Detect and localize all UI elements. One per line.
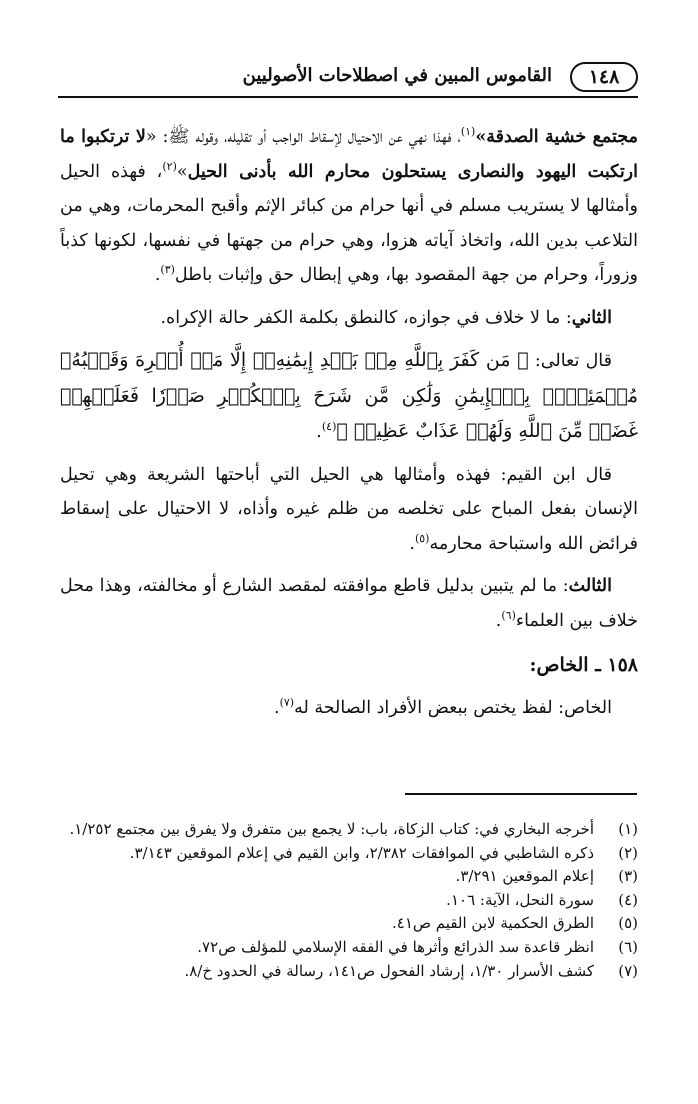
paragraph-5-end: .: [495, 610, 502, 631]
label-third: الثالث: [568, 576, 612, 596]
paragraph-2-text: : ما لا خلاف في جوازه، كالنطق بكلمة الكفر حالة الإكراه.: [160, 307, 572, 328]
main-text: [60, 120, 638, 725]
footnote-ref-7: (٧): [279, 695, 295, 709]
label-second: الثاني: [571, 307, 612, 328]
hadith-quote: لا ترتكبوا ما ارتكبت اليهود والنصارى يستحلون محارم الله بأدنى الحيل: [60, 127, 638, 182]
footnote-ref-3: (٣): [160, 263, 175, 277]
footnote-text: ذكره الشاطبي في الموافقات ٢/٣٨٢، وابن القيم في إعلام الموقعين ٣/١٤٣.: [129, 843, 594, 862]
footnote-divider: [405, 793, 637, 795]
footnote-ref-1: (١): [460, 125, 476, 139]
footnote-number: (٣): [618, 867, 638, 886]
running-title: القاموس المبين في اصطلاحات الأصوليين: [242, 65, 552, 86]
paragraph-1-text-a: ، فهذا نهي عن الاحتيال لإسقاط الواجب أو تقليله، وقوله ﷺ: «: [145, 127, 461, 147]
footnote-item: [60, 818, 638, 842]
paragraph-6-text: الخاص: لفظ يختص ببعض الأفراد الصالحة له: [294, 697, 612, 718]
paragraph-1-end: .: [154, 265, 161, 285]
footnote-number: (٢): [618, 843, 638, 862]
paragraph-5: [60, 569, 638, 638]
header-divider: [58, 96, 638, 98]
quran-verse: ﴿ مَن كَفَرَ بِٱللَّهِ مِنۢ بَعۡدِ إِيمَٰنِهِۦٓ إِلَّا مَنۡ أُكۡرِهَ وَقَلۡبُهُۥ مُطۡمَئِنُّۢ بِٱلۡإِيمَٰنِ وَلَٰكِن مَّن شَرَحَ بِٱلۡكُفۡرِ صَدۡرٗا فَعَلَيۡهِمۡ غَضَبٞ مِّنَ ٱللَّهِ وَلَهُمۡ عَذَابٌ عَظِيمٞ ﴾: [60, 349, 638, 442]
footnote-number: (٤): [618, 890, 638, 909]
paragraph-2: [60, 301, 638, 336]
paragraph-3: [60, 343, 638, 450]
footnote-number: (١): [618, 820, 638, 838]
paragraph-4-end: .: [409, 533, 415, 554]
footnote-ref-5: (٥): [414, 531, 430, 545]
footnote-text: إعلام الموقعين ٣/٢٩١.: [455, 867, 594, 886]
paragraph-3-end: .: [316, 422, 322, 442]
section-number: ١٥٨ ـ: [595, 654, 638, 676]
footnote-item: [60, 865, 638, 889]
footnote-item: [60, 936, 638, 960]
paragraph-1: [60, 120, 638, 293]
footnote-ref-4: (٤): [321, 420, 337, 434]
footnote-item: [60, 912, 638, 936]
footnote-number: (٧): [618, 961, 638, 980]
paragraph-6-end: .: [273, 697, 280, 718]
verse-intro: قال تعالى:: [528, 351, 612, 371]
paragraph-4-text: قال ابن القيم: فهذه وأمثالها هي الحيل التي أباحتها الشريعة وهي تحيل الإنسان بفعل المباح على تخلصه من ظلم غيره وأذاه، لا الاحتيال على إسقاط فرائض الله واستباحة محارمه: [60, 464, 638, 554]
paragraph-4: [60, 458, 638, 562]
paragraph-5-text: : ما لم يتبين بدليل قاطع موافقته لمقصد الشارع أو مخالفته، وهذا محل خلاف بين العلماء: [60, 576, 638, 631]
footnote-ref-6: (٦): [501, 608, 516, 622]
paragraph-1-text-c: ، فهذه الحيل وأمثالها لا يستريب مسلم في أنها حرام من كبائر الإثم وأقبح المحرمات، وهي من التلاعب بدين الله، واتخاذ آياته هزوا، وهي حرام من جهتها في نفسها، لكونها كذباً وزوراً، وحرام من جهة المقصود بها، وهي إبطال حق وإثبات باطل: [60, 161, 638, 285]
footnote-ref-2: (٢): [162, 159, 177, 173]
footnote-text: سورة النحل، الآية: ١٠٦.: [446, 890, 594, 909]
section-title: الخاص:: [529, 654, 589, 676]
paragraph-6: [60, 691, 638, 726]
footnote-number: (٦): [618, 937, 638, 956]
footnote-text: الطرق الحكمية لابن القيم ص٤١.: [392, 914, 594, 933]
paragraph-1-text-b: »: [176, 161, 188, 182]
section-heading: [60, 648, 638, 683]
page-number-badge: [570, 62, 638, 92]
footnote-text: انظر قاعدة سد الذرائع وأثرها في الفقه الإسلامي للمؤلف ص٧٢.: [197, 937, 594, 956]
footnote-number: (٥): [618, 914, 638, 933]
footnote-text: كشف الأسرار ١/٣٠، إرشاد الفحول ص١٤١، رسالة في الحدود خ/٨.: [184, 961, 594, 980]
footnote-item: [60, 842, 638, 866]
bold-phrase-1: مجتمع خشية الصدقة»: [475, 127, 638, 147]
footnotes: [60, 818, 638, 983]
running-header: [58, 58, 638, 98]
page-number: ١٤٨: [588, 66, 620, 88]
footnote-text: أخرجه البخاري في: كتاب الزكاة، باب: لا يجمع بين متفرق ولا يفرق بين مجتمع ١/٢٥٢.: [69, 820, 594, 838]
footnote-item: [60, 889, 638, 913]
footnote-item: [60, 960, 638, 984]
